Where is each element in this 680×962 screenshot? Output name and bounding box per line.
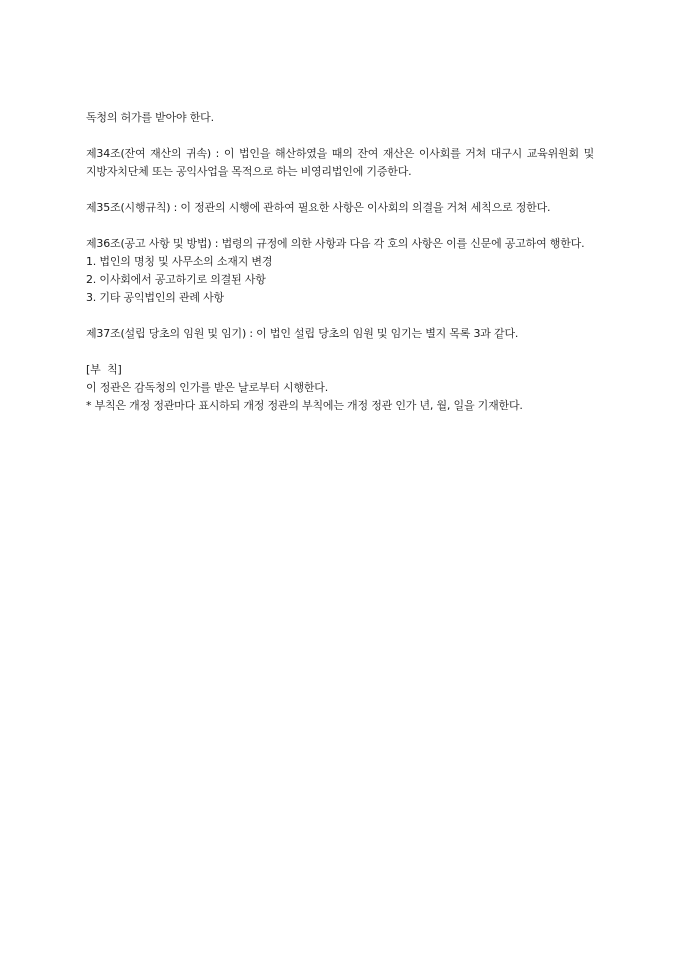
article-36-item-2: 2. 이사회에서 공고하기로 의결된 사항 xyxy=(86,273,266,286)
supplementary-heading: [부 칙] xyxy=(86,363,122,376)
supplementary-note: * 부칙은 개정 정관마다 표시하되 개정 정관의 부칙에는 개정 정관 인가 년, 월, 일을 기재한다. xyxy=(86,399,523,412)
paragraph-approval: 독청의 허가를 받아야 한다. xyxy=(86,111,214,124)
article-37: 제37조(설립 당초의 임원 및 임기) : 이 법인 설립 당초의 임원 및 임기는 별지 목록 3과 같다. xyxy=(86,327,519,340)
document-body xyxy=(86,109,594,433)
article-36-text: 제36조(공고 사항 및 방법) : 법령의 규정에 의한 사항과 다음 각 호의 사항은 이를 신문에 공고하여 행한다. xyxy=(86,237,585,250)
article-36 xyxy=(86,235,594,307)
article-36-item-3: 3. 기타 공익법인의 관례 사항 xyxy=(86,291,224,304)
article-35: 제35조(시행규칙) : 이 정관의 시행에 관하여 필요한 사항은 이사회의 의결을 거쳐 세칙으로 정한다. xyxy=(86,201,551,214)
article-34: 제34조(잔여 재산의 귀속) : 이 법인을 해산하였을 때의 잔여 재산은 이사회를 거쳐 대구시 교육위원회 및 지방자치단체 또는 공익사업을 목적으로 하는 비영리법인에 기증한다. xyxy=(86,147,594,178)
supplementary-line: 이 정관은 감독청의 인가를 받은 날로부터 시행한다. xyxy=(86,381,329,394)
article-36-item-1: 1. 법인의 명칭 및 사무소의 소재지 변경 xyxy=(86,255,273,268)
supplementary-provisions xyxy=(86,361,594,415)
